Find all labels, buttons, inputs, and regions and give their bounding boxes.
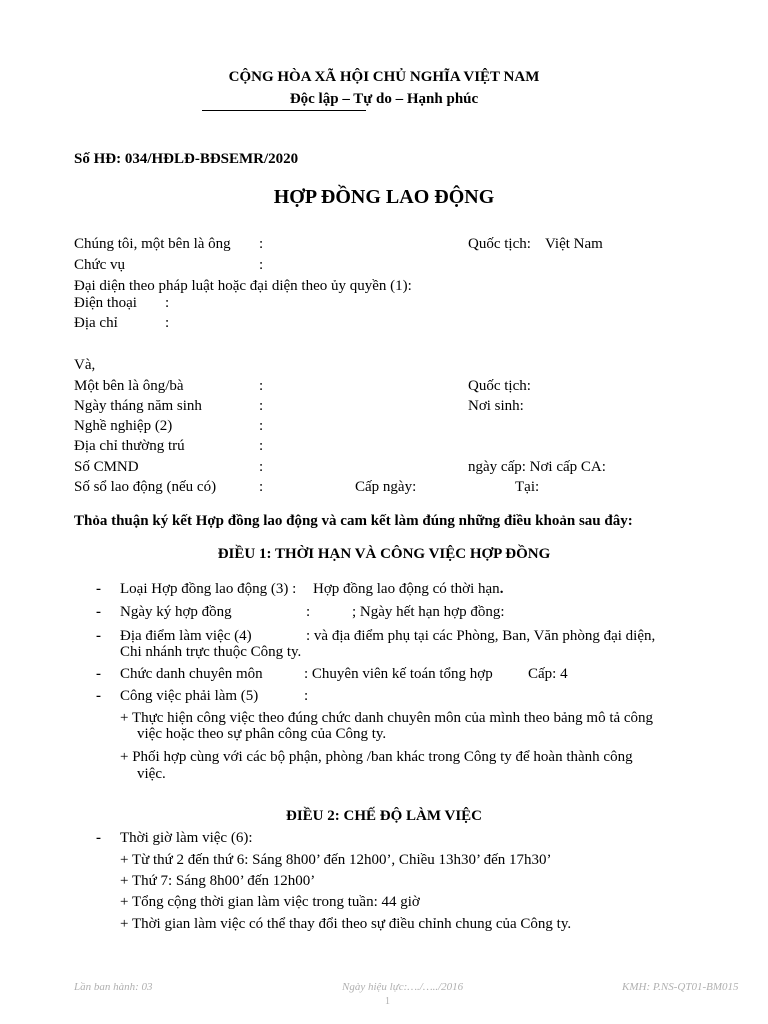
- party-b-issue-date-label: Cấp ngày:: [355, 479, 417, 495]
- job-title-value: : Chuyên viên kế toán tổng hợp: [304, 666, 493, 682]
- workplace-line-2: Chi nhánh trực thuộc Công ty.: [120, 644, 302, 660]
- motto-underline: [202, 110, 366, 111]
- working-hours-item: + Tổng cộng thời gian làm việc trong tuần: 44 giờ: [120, 894, 420, 910]
- job-title-label: Chức danh chuyên môn: [120, 666, 263, 682]
- party-b-person-label: Một bên là ông/bà: [74, 378, 184, 394]
- party-b-nationality-label: Quốc tịch:: [468, 378, 531, 394]
- colon: :: [259, 438, 264, 454]
- colon: :: [259, 398, 264, 414]
- agreement-statement: Thỏa thuận ký kết Hợp đồng lao động và cam kết làm đúng những điều khoản sau đây:: [74, 513, 633, 529]
- party-a-position-label: Chức vụ: [74, 257, 126, 273]
- colon: :: [165, 315, 170, 331]
- colon: :: [259, 479, 264, 495]
- party-a-nationality-value: Việt Nam: [545, 236, 603, 252]
- colon: :: [306, 604, 311, 620]
- bullet-dash: -: [96, 688, 101, 704]
- colon: :: [165, 295, 170, 311]
- workplace-label: Địa điểm làm việc (4): [120, 628, 252, 644]
- party-a-phone-label: Điện thoại: [74, 295, 137, 311]
- colon: :: [259, 257, 264, 273]
- party-a-authorized-label: Đại diện theo pháp luật hoặc đại diện theo ủy quyền (1):: [74, 278, 412, 294]
- working-hours-item: + Thứ 7: Sáng 8h00’ đến 12h00’: [120, 873, 316, 889]
- working-hours-item: + Từ thứ 2 đến thứ 6: Sáng 8h00’ đến 12h00’, Chiều 13h30’ đến 17h30’: [120, 852, 552, 868]
- contract-type-text: Hợp đồng lao động có thời hạn: [313, 581, 500, 597]
- job-level: Cấp: 4: [528, 666, 568, 682]
- party-b-id-issue: ngày cấp: Nơi cấp CA:: [468, 459, 606, 475]
- party-a-nationality-label: Quốc tịch:: [468, 236, 531, 252]
- article-2-heading: ĐIỀU 2: CHẾ ĐỘ LÀM VIỆC: [286, 808, 482, 824]
- footer-form-code: KMH: P.NS-QT01-BM015: [622, 981, 739, 993]
- party-b-labor-book-label: Số sổ lao động (nếu có): [74, 479, 217, 495]
- colon: :: [259, 378, 264, 394]
- footer-effective-date: Ngày hiệu lực:…./…../2016: [342, 981, 464, 993]
- colon: :: [259, 418, 264, 434]
- party-b-permanent-address-label: Địa chỉ thường trú: [74, 438, 185, 454]
- contract-type-label: Loại Hợp đồng lao động (3) :: [120, 581, 297, 597]
- bullet-dash: -: [96, 628, 101, 644]
- nation-heading: CỘNG HÒA XÃ HỘI CHỦ NGHĨA VIỆT NAM: [228, 69, 540, 85]
- bullet-dash: -: [96, 604, 101, 620]
- sign-date-label: Ngày ký hợp đồng: [120, 604, 232, 620]
- end-date-label: ; Ngày hết hạn hợp đồng:: [352, 604, 505, 620]
- workplace-line-1: : và địa điểm phụ tại các Phòng, Ban, Văn phòng đại diện,: [306, 628, 656, 644]
- contract-type-value: Hợp đồng lao động có thời hạn.: [313, 581, 504, 597]
- article-1-heading: ĐIỀU 1: THỜI HẠN VÀ CÔNG VIỆC HỢP ĐỒNG: [217, 546, 551, 562]
- bullet-dash: -: [96, 666, 101, 682]
- duty-2-line-2: việc.: [137, 766, 166, 782]
- party-a-rep-label: Chúng tôi, một bên là ông: [74, 236, 231, 252]
- bullet-dash: -: [96, 830, 101, 846]
- duty-2-line-1: + Phối hợp cùng với các bộ phận, phòng /ban khác trong Công ty để hoàn thành công: [120, 749, 633, 765]
- working-hours-label: Thời giờ làm việc (6):: [120, 830, 253, 846]
- contract-number: Số HĐ: 034/HĐLĐ-BĐSEMR/2020: [74, 151, 299, 167]
- party-b-birthplace-label: Nơi sinh:: [468, 398, 524, 414]
- party-b-id-label: Số CMND: [74, 459, 139, 475]
- party-a-address-label: Địa chỉ: [74, 315, 118, 331]
- page-number: 1: [385, 996, 390, 1007]
- colon: :: [259, 236, 264, 252]
- motto: Độc lập – Tự do – Hạnh phúc: [289, 91, 479, 107]
- document-title: HỢP ĐỒNG LAO ĐỘNG: [273, 186, 495, 208]
- footer-edition: Lần ban hành: 03: [74, 981, 153, 993]
- colon: :: [259, 459, 264, 475]
- party-b-occupation-label: Nghề nghiệp (2): [74, 418, 173, 434]
- party-b-and: Và,: [74, 357, 96, 373]
- party-b-dob-label: Ngày tháng năm sinh: [74, 398, 202, 414]
- duties-label: Công việc phải làm (5): [120, 688, 259, 704]
- party-b-at-label: Tại:: [515, 479, 540, 495]
- duty-1-line-1: + Thực hiện công việc theo đúng chức danh chuyên môn của mình theo bảng mô tả công: [120, 710, 654, 726]
- bullet-dash: -: [96, 581, 101, 597]
- duty-1-line-2: việc hoặc theo sự phân công của Công ty.: [137, 726, 387, 742]
- working-hours-item: + Thời gian làm việc có thể thay đổi theo sự điều chỉnh chung của Công ty.: [120, 916, 572, 932]
- colon: :: [304, 688, 309, 704]
